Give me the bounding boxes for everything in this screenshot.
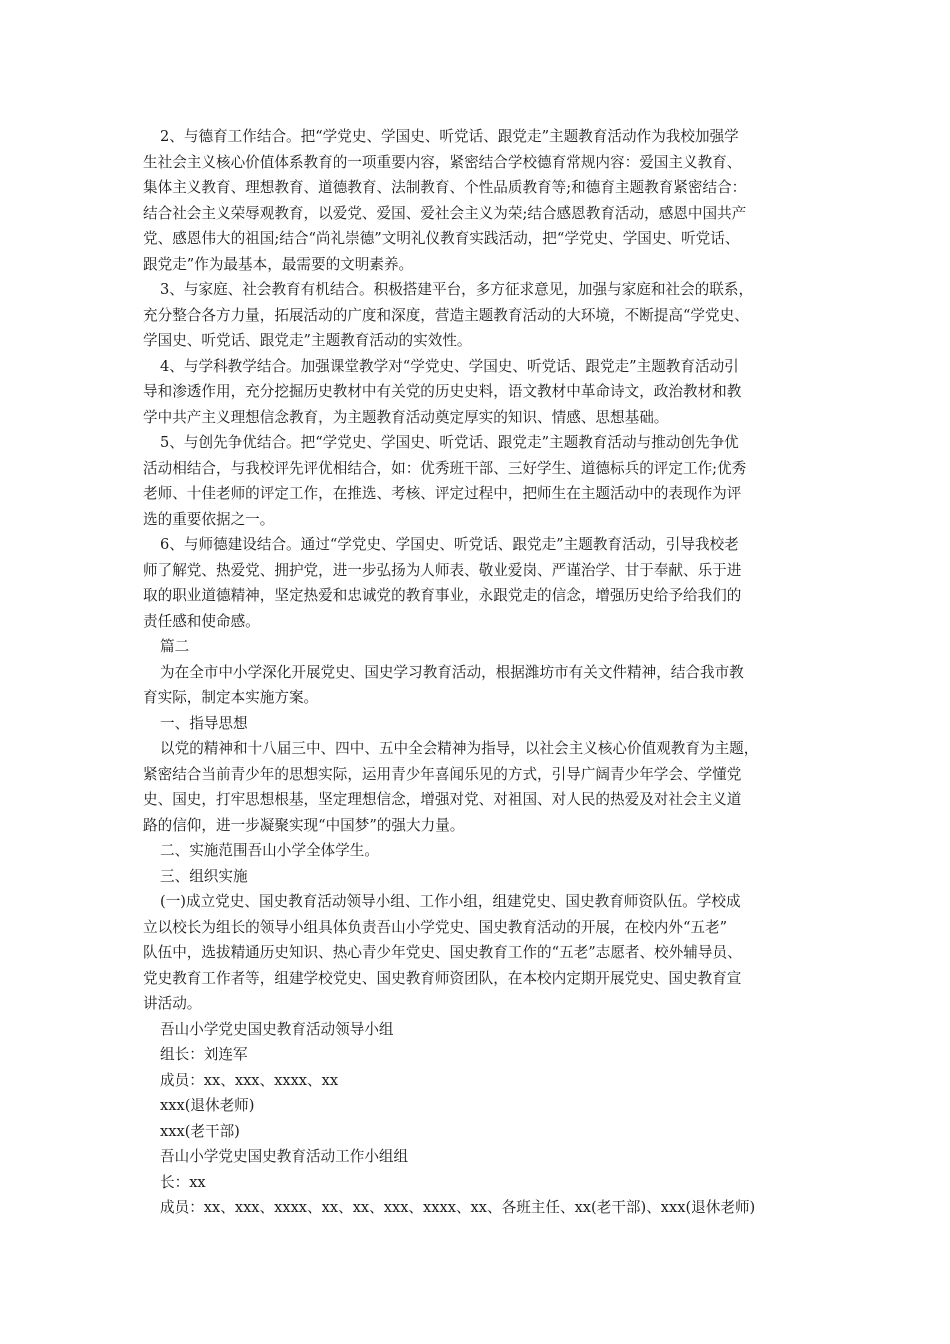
text-line: 充分整合各方力量，拓展活动的广度和深度，营造主题教育活动的大环境，不断提高“学党史、 — [143, 306, 749, 324]
text-line: xxx(老干部) — [160, 1122, 240, 1140]
text-line: 学国史、听党话、跟党走”主题教育活动的实效性。 — [143, 332, 472, 349]
text-line: (一)成立党史、国史教育活动领导小组、工作小组，组建党史、国史教育师资队伍。学校成 — [160, 893, 741, 910]
text-line: 一、指导思想 — [160, 714, 248, 732]
text-line: 三、组织实施 — [160, 867, 248, 885]
text-line: 学中共产主义理想信念教育，为主题教育活动奠定厚实的知识、情感、思想基础。 — [143, 408, 669, 426]
text-line: 生社会主义核心价值体系教育的一项重要内容，紧密结合学校德育常规内容：爱国主义教育、 — [143, 153, 742, 171]
text-line: 集体主义教育、理想教育、道德教育、法制教育、个性品质教育等;和德育主题教育紧密结合： — [143, 179, 747, 196]
text-line: 为在全市中小学深化开展党史、国史学习教育活动，根据潍坊市有关文件精神，结合我市教 — [160, 663, 744, 681]
text-line: 老师、十佳老师的评定工作，在推选、考核、评定过程中，把师生在主题活动中的表现作为评 — [143, 485, 742, 502]
text-line: 结合社会主义荣辱观教育，以爱党、爱国、爱社会主义为荣;结合感恩教育活动，感恩中国共产 — [143, 204, 747, 222]
text-line: 史、国史，打牢思想根基，坚定理想信念，增强对党、对祖国、对人民的热爱及对社会主义道 — [143, 791, 742, 808]
text-line: 党、感恩伟大的祖国;结合“尚礼崇德”文明礼仪教育实践活动，把“学党史、学国史、听党话、 — [143, 230, 740, 247]
text-line: 责任感和使命感。 — [143, 612, 260, 630]
text-line: 紧密结合当前青少年的思想实际，运用青少年喜闻乐见的方式，引导广阔青少年学会、学懂党 — [143, 765, 742, 783]
text-line: xxx(退休老师) — [160, 1097, 255, 1114]
text-line: 活动相结合，与我校评先评优相结合，如：优秀班干部、三好学生、道德标兵的评定工作;优秀 — [143, 459, 747, 477]
text-line: 导和渗透作用，充分挖掘历史教材中有关党的历史史料，语文教材中革命诗文，政治教材和教 — [143, 383, 742, 400]
text-line: 成员：xx、xxx、xxxx、xx — [160, 1071, 339, 1089]
text-line: 立以校长为组长的领导小组具体负责吾山小学党史、国史教育活动的开展，在校内外“五老” — [143, 918, 728, 936]
text-line: 2、与德育工作结合。把“学党史、学国史、听党话、跟党走”主题教育活动作为我校加强学 — [160, 128, 739, 145]
text-line: 讲活动。 — [143, 995, 202, 1012]
text-line: 队伍中，选拔精通历史知识、热心青少年党史、国史教育工作的“五老”志愿者、校外辅导员、 — [143, 944, 742, 961]
text-line: 5、与创先争优结合。把“学党史、学国史、听党话、跟党走”主题教育活动与推动创先争优 — [160, 434, 739, 451]
text-line: 4、与学科教学结合。加强课堂教学对“学党史、学国史、听党话、跟党走”主题教育活动引 — [160, 357, 739, 375]
text-line: 吾山小学党史国史教育活动领导小组 — [160, 1020, 394, 1038]
text-line: 篇二 — [160, 638, 190, 655]
text-line: 二、实施范围吾山小学全体学生。 — [160, 842, 379, 859]
text-line: 成员：xx、xxx、xxxx、xx、xx、xxx、xxxx、xx、各班主任、xx(老干部)、xxx(退休老师) — [160, 1199, 756, 1216]
document-body — [143, 124, 823, 1221]
text-line: 长：xx — [160, 1173, 206, 1191]
text-line: 选的重要依据之一。 — [143, 510, 275, 528]
text-line: 以党的精神和十八届三中、四中、五中全会精神为指导，以社会主义核心价值观教育为主题， — [160, 740, 759, 757]
text-line: 师了解党、热爱党、拥护党，进一步弘扬为人师表、敬业爱岗、严谨治学、甘于奉献、乐于进 — [143, 561, 742, 579]
text-line: 3、与家庭、社会教育有机结合。积极搭建平台，多方征求意见，加强与家庭和社会的联系， — [160, 281, 754, 298]
text-line: 组长：刘连军 — [160, 1046, 248, 1063]
text-line: 6、与师德建设结合。通过“学党史、学国史、听党话、跟党走”主题教育活动，引导我校老 — [160, 536, 739, 553]
text-line: 路的信仰，进一步凝聚实现“中国梦”的强大力量。 — [143, 816, 465, 834]
text-line: 吾山小学党史国史教育活动工作小组组 — [160, 1148, 409, 1165]
text-line: 育实际，制定本实施方案。 — [143, 689, 319, 706]
text-line: 党史教育工作者等，组建学校党史、国史教育师资团队，在本校内定期开展党史、国史教育宣 — [143, 969, 742, 987]
text-line: 跟党走”作为最基本，最需要的文明素养。 — [143, 255, 414, 273]
text-line: 取的职业道德精神，坚定热爱和忠诚党的教育事业，永跟党走的信念，增强历史给予给我们的 — [143, 587, 742, 604]
